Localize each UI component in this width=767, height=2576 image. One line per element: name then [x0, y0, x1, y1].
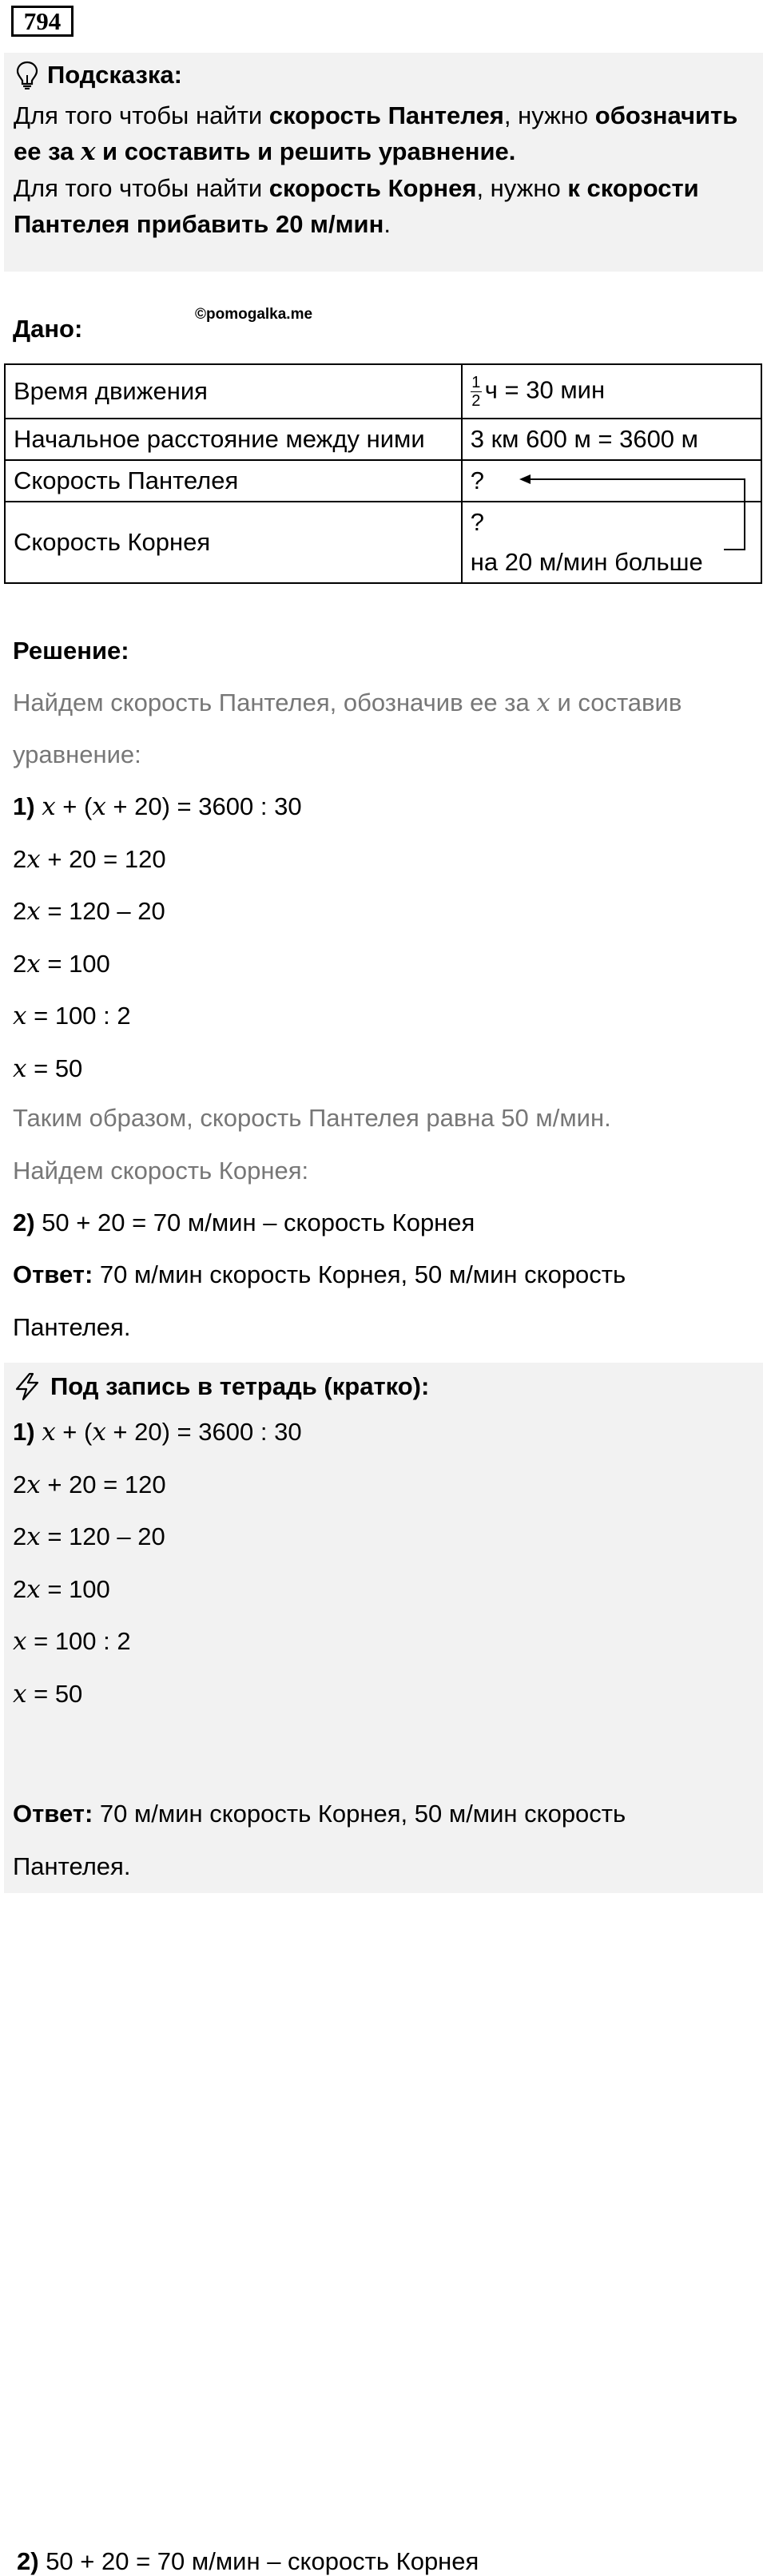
- row-value: [462, 364, 761, 419]
- equation-text: = 120 – 20: [40, 1522, 165, 1550]
- hint-paragraph-2: [14, 170, 757, 242]
- solution-intro-2: уравнение:: [13, 740, 141, 768]
- math-x: x: [536, 689, 550, 717]
- text: Для того чтобы найти: [14, 174, 269, 202]
- math-x: x: [26, 949, 41, 978]
- answer-cont: Пантелея.: [13, 1313, 131, 1341]
- equation-text: + 20 = 120: [40, 1470, 166, 1498]
- value-question: ?: [470, 508, 485, 536]
- relation-arrow: [519, 470, 751, 558]
- math-x: x: [26, 844, 41, 874]
- equation-text: 2: [13, 897, 27, 925]
- equation-line: [13, 845, 166, 874]
- text: , нужно: [503, 101, 595, 129]
- math-x: x: [92, 1418, 106, 1447]
- hint-paragraph-1: [14, 97, 757, 170]
- intro-text-a: Найдем скорость Пантелея, обозначив ее за: [13, 689, 537, 716]
- bold-text: к скорости Пантелея прибавить 20 м/мин: [14, 174, 699, 238]
- equation-text: 2: [13, 844, 27, 873]
- equation-text: 2: [13, 1470, 27, 1498]
- equation-text: = 120 – 20: [40, 897, 165, 925]
- math-x: x: [92, 792, 106, 821]
- step-label: 1): [13, 792, 42, 820]
- equation-line: [13, 1002, 131, 1030]
- lightbulb-icon: [15, 61, 39, 89]
- given-title: Дано:: [13, 315, 83, 343]
- equation-line: [13, 1575, 110, 1604]
- math-x: x: [42, 1418, 56, 1447]
- fraction-numerator: 1: [471, 373, 481, 391]
- fraction-denominator: 2: [471, 391, 481, 410]
- intro-text-b: и составив: [550, 689, 682, 716]
- equation-line: [13, 1471, 166, 1499]
- equation-line: [13, 1680, 82, 1709]
- math-x: x: [26, 897, 41, 926]
- equation-text: + 20) = 3600 : 30: [105, 1418, 302, 1446]
- copyright: ©pomogalka.me: [195, 306, 313, 323]
- answer: [13, 1260, 626, 1289]
- math-x: x: [26, 1470, 41, 1499]
- answer-label: Ответ:: [13, 1800, 93, 1828]
- step-2: [13, 1209, 475, 1237]
- math-x: x: [13, 1002, 27, 1030]
- step-text: 50 + 20 = 70 м/мин – скорость Корнея: [34, 1209, 475, 1236]
- bold-text: скорость Пантелея: [268, 101, 504, 129]
- equation-line: [13, 897, 165, 926]
- time-value: ч = 30 мин: [484, 375, 606, 404]
- hint-text: [14, 97, 757, 242]
- step-text: 50 + 20 = 70 м/мин – скорость Корнея: [38, 2547, 479, 2575]
- conclusion-1: Таким образом, скорость Пантелея равна 50 м/мин.: [13, 1104, 611, 1132]
- math-x: x: [42, 792, 56, 821]
- step-label: 2): [13, 1209, 35, 1236]
- math-x: x: [13, 1679, 27, 1709]
- notes-title: Под запись в тетрадь (кратко):: [50, 1372, 430, 1400]
- text: , нужно: [476, 174, 568, 202]
- hint-header: [15, 61, 182, 89]
- row-label: Время движения: [5, 364, 462, 419]
- task-number: 794: [11, 6, 74, 37]
- equation-text: = 100 : 2: [26, 1627, 131, 1655]
- table-row: [5, 364, 761, 419]
- equation-text: + 20 = 120: [40, 844, 166, 873]
- equation-text: + (: [55, 1418, 93, 1446]
- find-korney: Найдем скорость Корнея:: [13, 1157, 309, 1185]
- row-label: Скорость Корнея: [5, 502, 462, 583]
- notes-answer-cont: Пантелея.: [13, 1852, 131, 1880]
- equation-line: [13, 1418, 302, 1447]
- equation-line: [13, 1054, 82, 1083]
- answer-text: 70 м/мин скорость Корнея, 50 м/мин скорость: [93, 1260, 626, 1288]
- equation-text: + 20) = 3600 : 30: [105, 792, 302, 820]
- math-x: x: [13, 1627, 27, 1656]
- equation-text: = 100: [40, 1574, 110, 1603]
- equation-text: = 100: [40, 949, 110, 978]
- equation-text: 2: [13, 1522, 27, 1550]
- row-label: Скорость Пантелея: [5, 460, 462, 502]
- row-value: 3 км 600 м = 3600 м: [462, 419, 761, 460]
- notes-answer: [13, 1800, 626, 1828]
- row-value: ?: [462, 460, 761, 502]
- equation-line: [13, 1627, 131, 1656]
- text: Для того чтобы найти: [14, 101, 269, 129]
- equation-text: = 100 : 2: [26, 1002, 131, 1030]
- solution-intro: [13, 689, 682, 717]
- math-x: x: [80, 137, 96, 166]
- math-x: x: [26, 1574, 41, 1604]
- notes-header: [14, 1372, 429, 1401]
- answer-label: Ответ:: [13, 1260, 93, 1288]
- math-x: x: [26, 1522, 41, 1551]
- row-label: Начальное расстояние между ними: [5, 419, 462, 460]
- equation-text: 2: [13, 1574, 27, 1603]
- equation-text: = 50: [26, 1679, 83, 1708]
- lightning-icon: [14, 1372, 41, 1401]
- table-row: [5, 419, 761, 460]
- hint-panel: [4, 53, 763, 272]
- answer-text: 70 м/мин скорость Корнея, 50 м/мин скорость: [93, 1800, 626, 1828]
- equation-line: [13, 792, 302, 821]
- step-label: 2): [17, 2547, 39, 2575]
- bold-text: скорость Корнея: [268, 174, 477, 202]
- equation-text: = 50: [26, 1054, 83, 1082]
- notes-step-2: [17, 2547, 479, 2576]
- value-note: на 20 м/мин больше: [470, 548, 703, 576]
- equation-line: [13, 1522, 165, 1551]
- equation-text: 2: [13, 949, 27, 978]
- bold-text: и составить и решить уравнение.: [95, 137, 516, 165]
- equation-text: + (: [55, 792, 93, 820]
- fraction-one-half: [471, 374, 482, 410]
- equation-line: [13, 950, 110, 978]
- solution-title: Решение:: [13, 637, 129, 665]
- math-x: x: [13, 1054, 27, 1083]
- text: .: [384, 210, 391, 238]
- bold-text: обозначить ее за: [14, 101, 738, 165]
- step-label: 1): [13, 1418, 42, 1446]
- hint-title: Подсказка:: [47, 61, 182, 89]
